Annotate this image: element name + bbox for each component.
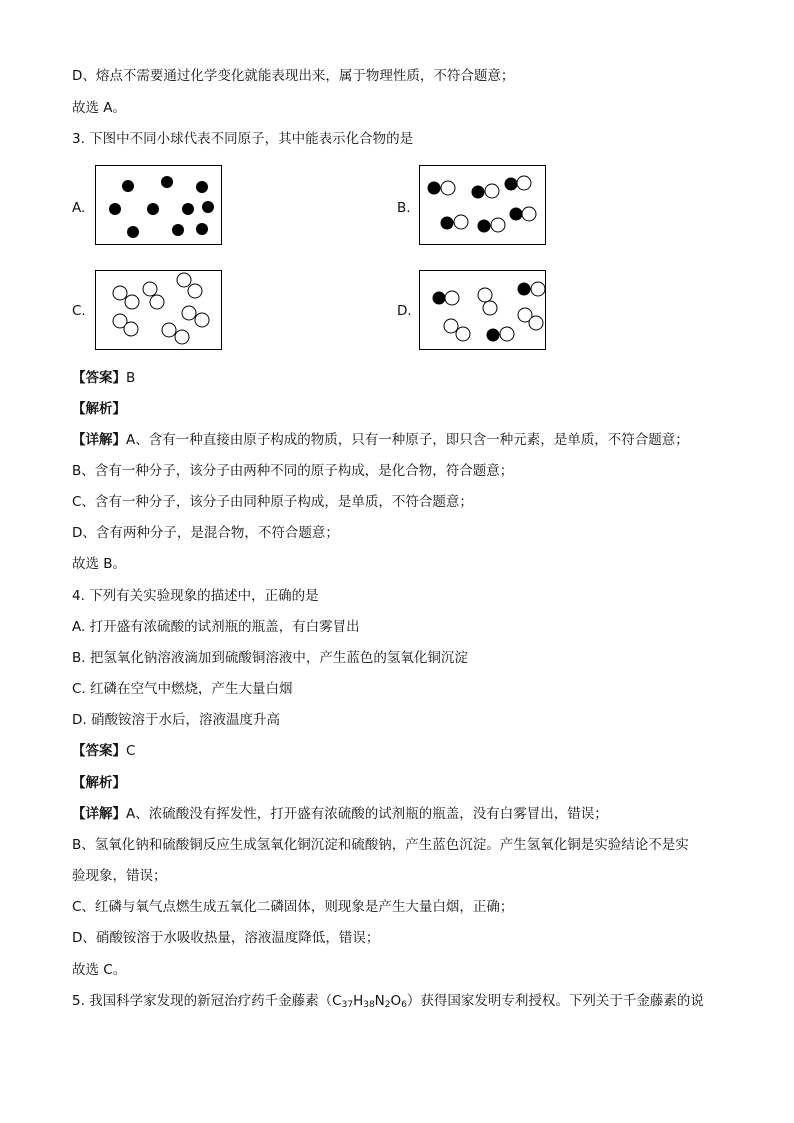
q5-sub-n: 2 (384, 1000, 391, 1010)
prev-selection: 故选 A。 (72, 100, 127, 116)
question-3: 3. 下图中不同小球代表不同原子，其中能表示化合物的是 (72, 131, 414, 147)
question-4-option-c: C. 红磷在空气中燃烧，产生大量白烟 (72, 681, 293, 697)
detail-4-b-line1: B、氢氧化钠和硫酸铜反应生成氢氧化铜沉淀和硫酸钠，产生蓝色沉淀。产生氢氧化铜是实验结论不是实 (72, 837, 689, 853)
detail-text: A、浓硫酸没有挥发性，打开盛有浓硫酸的试剂瓶的瓶盖，没有白雾冒出，错误； (126, 806, 608, 822)
diagram-d (419, 270, 546, 350)
analysis-3-tag: 【解析】 (72, 401, 126, 417)
selection-3: 故选 B。 (72, 556, 127, 572)
diagram-d-atoms (420, 271, 547, 351)
question-4: 4. 下列有关实验现象的描述中，正确的是 (72, 588, 319, 604)
answer-4 (72, 742, 135, 760)
q5-sub-o: 6 (401, 1000, 407, 1010)
q5-text-end: ）获得国家发明专利授权。下列关于千金藤素的说 (406, 993, 704, 1009)
q5-n: N (374, 993, 385, 1009)
q5-sub-h: 38 (363, 1000, 375, 1010)
option-b-label: B. (397, 200, 411, 216)
detail-3-a (72, 431, 689, 449)
detail-3-b: B、含有一种分子，该分子由两种不同的原子构成，是化合物，符合题意； (72, 463, 514, 479)
diagram-a (95, 165, 222, 245)
detail-4-d: D、硝酸铵溶于水吸收热量，溶液温度降低，错误； (72, 930, 380, 946)
detail-tag: 【详解】 (72, 806, 126, 822)
question-4-option-a: A. 打开盛有浓硫酸的试剂瓶的瓶盖，有白雾冒出 (72, 619, 360, 635)
detail-3-d: D、含有两种分子，是混合物，不符合题意； (72, 525, 339, 541)
q5-h: H (353, 993, 364, 1009)
question-4-option-d: D. 硝酸铵溶于水后，溶液温度升高 (72, 712, 280, 728)
option-c-label: C. (72, 303, 86, 319)
q5-o: O (390, 993, 402, 1009)
q5-text-start: 5. 我国科学家发现的新冠治疗药千金藤素（C (72, 993, 342, 1009)
q5-sub-c: 37 (341, 1000, 354, 1010)
option-d-label: D. (397, 303, 412, 319)
answer-value: C (126, 743, 136, 759)
detail-4-b-line2: 验现象，错误； (72, 868, 167, 884)
answer-tag: 【答案】 (72, 370, 126, 386)
answer-value: B (126, 370, 136, 386)
detail-tag: 【详解】 (72, 432, 126, 448)
detail-4-a (72, 805, 608, 823)
detail-3-c: C、含有一种分子，该分子由同种原子构成，是单质，不符合题意； (72, 494, 473, 510)
selection-4: 故选 C。 (72, 962, 127, 978)
diagram-b (419, 165, 546, 245)
diagram-c-atoms (96, 271, 223, 351)
answer-3 (72, 369, 135, 387)
option-a-label: A. (72, 200, 86, 216)
diagram-b-atoms (420, 166, 547, 246)
question-4-option-b: B. 把氢氧化钠溶液滴加到硫酸铜溶液中，产生蓝色的氢氧化铜沉淀 (72, 650, 468, 666)
detail-4-c: C、红磷与氧气点燃生成五氧化二磷固体，则现象是产生大量白烟，正确； (72, 899, 514, 915)
diagram-a-atoms (96, 166, 223, 246)
question-5 (72, 992, 704, 1014)
detail-text: A、含有一种直接由原子构成的物质，只有一种原子，即只含一种元素，是单质，不符合题意； (126, 432, 689, 448)
answer-tag: 【答案】 (72, 743, 126, 759)
analysis-4-tag: 【解析】 (72, 775, 126, 791)
diagram-c (95, 270, 222, 350)
prev-answer-d: D、熔点不需要通过化学变化就能表现出来，属于物理性质，不符合题意； (72, 68, 515, 84)
